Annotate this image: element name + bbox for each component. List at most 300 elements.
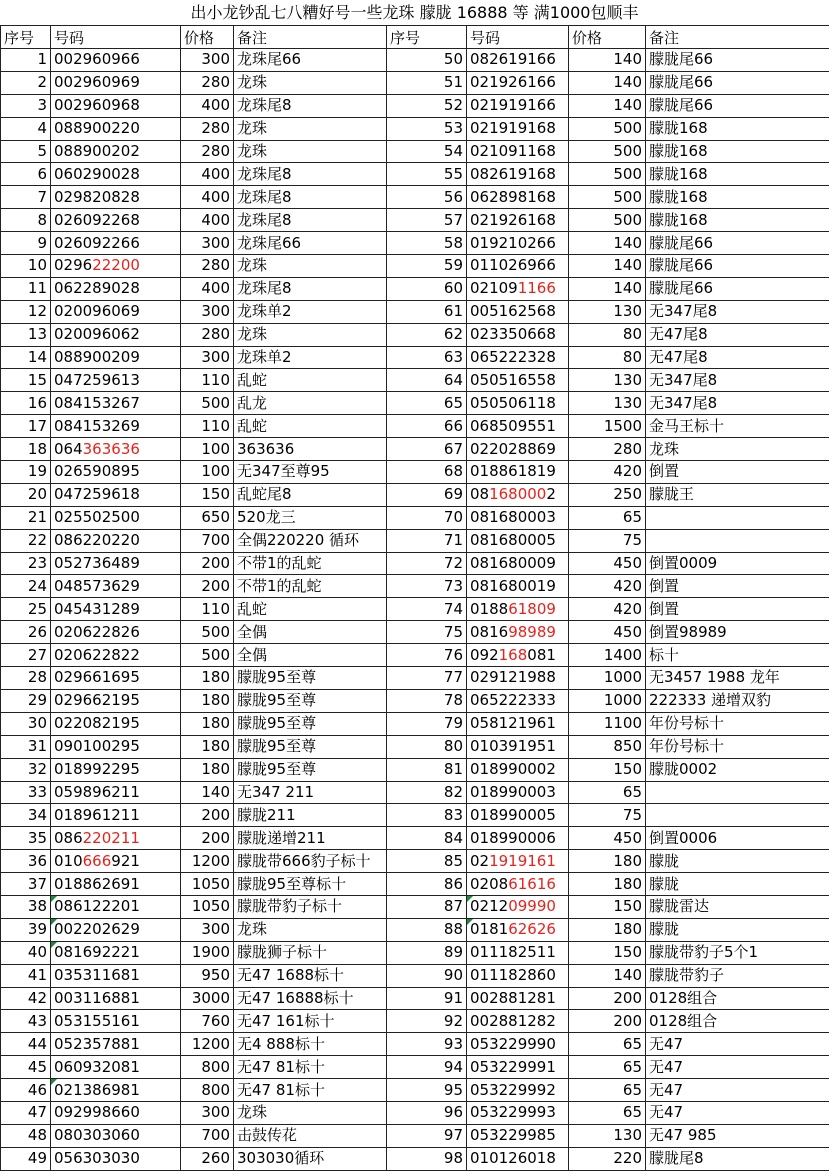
left-note-cell[interactable]: 龙珠尾8 [234,277,387,300]
right-seq-cell[interactable]: 84 [387,827,467,850]
right-note-cell[interactable]: 朦胧 [646,850,829,873]
left-price-cell[interactable]: 500 [181,644,234,667]
left-price-cell[interactable]: 1050 [181,895,234,918]
right-note-cell[interactable]: 无47 [646,1056,829,1079]
right-note-cell[interactable] [646,529,829,552]
left-note-cell[interactable]: 朦胧递增211 [234,827,387,850]
right-note-cell[interactable]: 倒置0009 [646,552,829,575]
right-number-cell[interactable] [467,94,569,117]
right-price-cell[interactable]: 80 [569,323,646,346]
right-note-cell[interactable]: 朦胧168 [646,163,829,186]
left-number-cell[interactable] [51,255,181,278]
right-note-cell[interactable]: 朦胧168 [646,117,829,140]
left-price-cell[interactable]: 180 [181,667,234,690]
left-number-cell[interactable] [51,895,181,918]
left-seq-cell[interactable]: 24 [1,575,51,598]
left-price-cell[interactable]: 200 [181,827,234,850]
left-number-cell[interactable] [51,735,181,758]
right-note-cell[interactable]: 无47 [646,1033,829,1056]
right-price-cell[interactable]: 420 [569,575,646,598]
right-price-cell[interactable]: 65 [569,506,646,529]
right-price-cell[interactable]: 280 [569,438,646,461]
left-price-cell[interactable]: 280 [181,140,234,163]
right-note-cell[interactable]: 朦胧168 [646,209,829,232]
left-price-cell[interactable]: 950 [181,964,234,987]
left-seq-cell[interactable]: 4 [1,117,51,140]
left-note-cell[interactable]: 无47 161标十 [234,1010,387,1033]
right-seq-cell[interactable]: 51 [387,71,467,94]
left-seq-cell[interactable]: 49 [1,1147,51,1170]
left-note-cell[interactable]: 520龙三 [234,506,387,529]
left-seq-cell[interactable]: 42 [1,987,51,1010]
right-price-cell[interactable]: 1100 [569,712,646,735]
left-seq-cell[interactable]: 2 [1,71,51,94]
right-number-cell[interactable] [467,598,569,621]
left-note-cell[interactable]: 乱龙 [234,392,387,415]
left-note-cell[interactable]: 朦胧211 [234,804,387,827]
right-seq-cell[interactable]: 97 [387,1124,467,1147]
right-price-cell[interactable]: 500 [569,186,646,209]
left-note-cell[interactable]: 龙珠 [234,71,387,94]
left-seq-cell[interactable]: 25 [1,598,51,621]
right-note-cell[interactable]: 无47尾8 [646,323,829,346]
left-number-cell[interactable] [51,1033,181,1056]
left-note-cell[interactable]: 303030循环 [234,1147,387,1170]
left-seq-cell[interactable]: 48 [1,1124,51,1147]
left-number-cell[interactable] [51,277,181,300]
right-price-cell[interactable]: 850 [569,735,646,758]
left-note-cell[interactable]: 龙珠尾66 [234,232,387,255]
left-price-cell[interactable]: 400 [181,94,234,117]
right-number-cell[interactable] [467,689,569,712]
left-note-cell[interactable]: 朦胧95至尊 [234,689,387,712]
left-seq-cell[interactable]: 10 [1,255,51,278]
right-note-cell[interactable]: 倒置 [646,461,829,484]
left-note-cell[interactable]: 不带1的乱蛇 [234,552,387,575]
left-number-cell[interactable] [51,506,181,529]
left-price-cell[interactable]: 300 [181,49,234,72]
right-price-cell[interactable]: 65 [569,1101,646,1124]
left-note-cell[interactable]: 龙珠 [234,117,387,140]
right-note-cell[interactable]: 朦胧168 [646,140,829,163]
left-price-cell[interactable]: 1200 [181,850,234,873]
left-seq-cell[interactable]: 18 [1,438,51,461]
right-seq-cell[interactable]: 87 [387,895,467,918]
left-number-cell[interactable] [51,667,181,690]
left-price-cell[interactable]: 650 [181,506,234,529]
left-number-cell[interactable] [51,346,181,369]
right-number-cell[interactable] [467,804,569,827]
right-seq-cell[interactable]: 94 [387,1056,467,1079]
right-number-cell[interactable] [467,346,569,369]
left-seq-cell[interactable]: 17 [1,415,51,438]
left-price-cell[interactable]: 200 [181,575,234,598]
left-note-cell[interactable]: 朦胧95至尊 [234,667,387,690]
left-number-cell[interactable] [51,873,181,896]
left-seq-cell[interactable]: 31 [1,735,51,758]
right-price-cell[interactable]: 1500 [569,415,646,438]
right-note-cell[interactable]: 倒置 [646,598,829,621]
left-price-cell[interactable]: 700 [181,529,234,552]
left-price-cell[interactable]: 300 [181,346,234,369]
left-seq-cell[interactable]: 30 [1,712,51,735]
right-seq-cell[interactable]: 83 [387,804,467,827]
right-note-cell[interactable]: 龙珠 [646,438,829,461]
right-note-cell[interactable]: 标十 [646,644,829,667]
right-price-cell[interactable]: 150 [569,758,646,781]
right-note-cell[interactable]: 无3457 1988 龙年 [646,667,829,690]
left-number-cell[interactable] [51,781,181,804]
right-note-cell[interactable]: 无347尾8 [646,392,829,415]
left-note-cell[interactable]: 龙珠尾8 [234,209,387,232]
left-number-cell[interactable] [51,575,181,598]
left-seq-cell[interactable]: 44 [1,1033,51,1056]
right-number-cell[interactable] [467,506,569,529]
right-number-cell[interactable] [467,255,569,278]
left-note-cell[interactable]: 龙珠单2 [234,346,387,369]
left-price-cell[interactable]: 300 [181,1101,234,1124]
left-seq-cell[interactable]: 33 [1,781,51,804]
left-price-cell[interactable]: 1050 [181,873,234,896]
left-number-cell[interactable] [51,438,181,461]
left-price-cell[interactable]: 500 [181,392,234,415]
right-price-cell[interactable]: 420 [569,461,646,484]
right-price-cell[interactable]: 140 [569,964,646,987]
left-price-cell[interactable]: 800 [181,1079,234,1102]
right-number-cell[interactable] [467,1079,569,1102]
right-price-cell[interactable]: 200 [569,1010,646,1033]
left-note-cell[interactable]: 全偶 [234,621,387,644]
right-price-cell[interactable]: 65 [569,1079,646,1102]
right-number-cell[interactable] [467,186,569,209]
left-price-cell[interactable]: 100 [181,461,234,484]
right-seq-cell[interactable]: 61 [387,300,467,323]
right-seq-cell[interactable]: 59 [387,255,467,278]
left-number-cell[interactable] [51,94,181,117]
left-price-cell[interactable]: 500 [181,621,234,644]
right-seq-cell[interactable]: 82 [387,781,467,804]
left-number-cell[interactable] [51,941,181,964]
right-price-cell[interactable]: 75 [569,529,646,552]
left-note-cell[interactable]: 363636 [234,438,387,461]
right-number-cell[interactable] [467,1010,569,1033]
right-seq-cell[interactable]: 67 [387,438,467,461]
left-number-cell[interactable] [51,415,181,438]
right-seq-cell[interactable]: 96 [387,1101,467,1124]
right-number-cell[interactable] [467,71,569,94]
left-note-cell[interactable]: 龙珠尾8 [234,186,387,209]
right-seq-cell[interactable]: 72 [387,552,467,575]
right-seq-cell[interactable]: 55 [387,163,467,186]
left-note-cell[interactable]: 龙珠尾8 [234,163,387,186]
left-seq-cell[interactable]: 11 [1,277,51,300]
left-number-cell[interactable] [51,483,181,506]
right-note-cell[interactable] [646,804,829,827]
right-number-cell[interactable] [467,781,569,804]
right-price-cell[interactable]: 150 [569,895,646,918]
left-price-cell[interactable]: 3000 [181,987,234,1010]
left-note-cell[interactable]: 龙珠 [234,918,387,941]
right-number-cell[interactable] [467,1147,569,1170]
right-number-cell[interactable] [467,209,569,232]
right-number-cell[interactable] [467,300,569,323]
left-note-cell[interactable]: 乱蛇尾8 [234,483,387,506]
right-number-cell[interactable] [467,1101,569,1124]
left-number-cell[interactable] [51,827,181,850]
right-note-cell[interactable]: 朦胧尾66 [646,232,829,255]
right-note-cell[interactable]: 朦胧尾66 [646,49,829,72]
right-note-cell[interactable]: 倒置0006 [646,827,829,850]
right-number-cell[interactable] [467,964,569,987]
left-note-cell[interactable]: 朦胧带豹子标十 [234,895,387,918]
right-seq-cell[interactable]: 74 [387,598,467,621]
right-seq-cell[interactable]: 81 [387,758,467,781]
left-price-cell[interactable]: 1200 [181,1033,234,1056]
right-note-cell[interactable]: 年份号标十 [646,712,829,735]
right-note-cell[interactable]: 朦胧0002 [646,758,829,781]
right-seq-cell[interactable]: 91 [387,987,467,1010]
right-price-cell[interactable]: 75 [569,804,646,827]
left-number-cell[interactable] [51,163,181,186]
right-seq-cell[interactable]: 56 [387,186,467,209]
left-note-cell[interactable]: 朦胧95至尊 [234,758,387,781]
right-price-cell[interactable]: 1000 [569,667,646,690]
left-note-cell[interactable]: 无47 81标十 [234,1079,387,1102]
left-number-cell[interactable] [51,49,181,72]
right-note-cell[interactable]: 朦胧王 [646,483,829,506]
right-number-cell[interactable] [467,827,569,850]
right-seq-cell[interactable]: 73 [387,575,467,598]
right-price-cell[interactable]: 140 [569,49,646,72]
right-price-cell[interactable]: 130 [569,369,646,392]
left-number-cell[interactable] [51,598,181,621]
left-seq-cell[interactable]: 26 [1,621,51,644]
right-price-cell[interactable]: 500 [569,117,646,140]
left-note-cell[interactable]: 龙珠单2 [234,300,387,323]
right-price-cell[interactable]: 250 [569,483,646,506]
right-seq-cell[interactable]: 76 [387,644,467,667]
left-note-cell[interactable]: 无47 16888标十 [234,987,387,1010]
right-price-cell[interactable]: 420 [569,598,646,621]
right-number-cell[interactable] [467,438,569,461]
left-price-cell[interactable]: 100 [181,438,234,461]
right-seq-cell[interactable]: 88 [387,918,467,941]
right-number-cell[interactable] [467,1056,569,1079]
right-number-cell[interactable] [467,850,569,873]
left-note-cell[interactable]: 全偶 [234,644,387,667]
left-number-cell[interactable] [51,1079,181,1102]
left-price-cell[interactable]: 300 [181,300,234,323]
left-note-cell[interactable]: 朦胧95至尊 [234,735,387,758]
left-seq-cell[interactable]: 37 [1,873,51,896]
right-price-cell[interactable]: 1000 [569,689,646,712]
right-price-cell[interactable]: 180 [569,918,646,941]
left-seq-cell[interactable]: 16 [1,392,51,415]
left-price-cell[interactable]: 400 [181,277,234,300]
right-number-cell[interactable] [467,552,569,575]
right-price-cell[interactable]: 65 [569,1056,646,1079]
left-note-cell[interactable]: 龙珠 [234,255,387,278]
left-price-cell[interactable]: 400 [181,209,234,232]
right-note-cell[interactable]: 无47尾8 [646,346,829,369]
left-note-cell[interactable]: 无4 888标十 [234,1033,387,1056]
left-price-cell[interactable]: 700 [181,1124,234,1147]
right-note-cell[interactable]: 0128组合 [646,1010,829,1033]
right-seq-cell[interactable]: 86 [387,873,467,896]
right-seq-cell[interactable]: 80 [387,735,467,758]
left-note-cell[interactable]: 龙珠 [234,1101,387,1124]
right-price-cell[interactable]: 140 [569,71,646,94]
right-seq-cell[interactable]: 62 [387,323,467,346]
left-price-cell[interactable]: 400 [181,163,234,186]
left-number-cell[interactable] [51,1124,181,1147]
right-number-cell[interactable] [467,873,569,896]
right-note-cell[interactable]: 倒置 [646,575,829,598]
right-number-cell[interactable] [467,667,569,690]
right-price-cell[interactable]: 180 [569,873,646,896]
left-note-cell[interactable]: 乱蛇 [234,598,387,621]
right-number-cell[interactable] [467,941,569,964]
left-note-cell[interactable]: 龙珠 [234,323,387,346]
left-price-cell[interactable]: 180 [181,758,234,781]
left-number-cell[interactable] [51,964,181,987]
left-number-cell[interactable] [51,209,181,232]
right-price-cell[interactable]: 140 [569,277,646,300]
right-price-cell[interactable]: 130 [569,300,646,323]
right-note-cell[interactable]: 朦胧尾66 [646,255,829,278]
right-price-cell[interactable]: 450 [569,552,646,575]
left-number-cell[interactable] [51,1010,181,1033]
left-seq-cell[interactable]: 38 [1,895,51,918]
left-seq-cell[interactable]: 1 [1,49,51,72]
right-number-cell[interactable] [467,323,569,346]
right-number-cell[interactable] [467,1124,569,1147]
left-seq-cell[interactable]: 47 [1,1101,51,1124]
right-seq-cell[interactable]: 60 [387,277,467,300]
left-seq-cell[interactable]: 43 [1,1010,51,1033]
left-seq-cell[interactable]: 5 [1,140,51,163]
left-note-cell[interactable]: 无47 1688标十 [234,964,387,987]
right-note-cell[interactable]: 朦胧尾66 [646,94,829,117]
left-seq-cell[interactable]: 20 [1,483,51,506]
right-note-cell[interactable]: 朦胧尾8 [646,1147,829,1170]
left-number-cell[interactable] [51,644,181,667]
right-seq-cell[interactable]: 77 [387,667,467,690]
left-note-cell[interactable]: 龙珠尾8 [234,94,387,117]
right-seq-cell[interactable]: 68 [387,461,467,484]
right-number-cell[interactable] [467,461,569,484]
left-number-cell[interactable] [51,1056,181,1079]
right-price-cell[interactable]: 80 [569,346,646,369]
right-number-cell[interactable] [467,621,569,644]
left-seq-cell[interactable]: 28 [1,667,51,690]
left-price-cell[interactable]: 110 [181,369,234,392]
right-price-cell[interactable]: 140 [569,232,646,255]
left-price-cell[interactable]: 280 [181,323,234,346]
left-price-cell[interactable]: 180 [181,689,234,712]
left-number-cell[interactable] [51,300,181,323]
left-seq-cell[interactable]: 12 [1,300,51,323]
right-price-cell[interactable]: 450 [569,621,646,644]
left-number-cell[interactable] [51,918,181,941]
left-seq-cell[interactable]: 21 [1,506,51,529]
right-seq-cell[interactable]: 63 [387,346,467,369]
left-number-cell[interactable] [51,323,181,346]
left-seq-cell[interactable]: 45 [1,1056,51,1079]
left-seq-cell[interactable]: 32 [1,758,51,781]
left-note-cell[interactable]: 无47 81标十 [234,1056,387,1079]
right-seq-cell[interactable]: 93 [387,1033,467,1056]
right-number-cell[interactable] [467,277,569,300]
right-seq-cell[interactable]: 71 [387,529,467,552]
left-seq-cell[interactable]: 27 [1,644,51,667]
right-number-cell[interactable] [467,1033,569,1056]
left-note-cell[interactable]: 不带1的乱蛇 [234,575,387,598]
right-note-cell[interactable]: 朦胧 [646,873,829,896]
left-note-cell[interactable]: 朦胧95至尊标十 [234,873,387,896]
right-seq-cell[interactable]: 78 [387,689,467,712]
right-number-cell[interactable] [467,575,569,598]
left-seq-cell[interactable]: 9 [1,232,51,255]
left-price-cell[interactable]: 110 [181,598,234,621]
left-number-cell[interactable] [51,117,181,140]
right-seq-cell[interactable]: 53 [387,117,467,140]
left-seq-cell[interactable]: 29 [1,689,51,712]
right-note-cell[interactable]: 0128组合 [646,987,829,1010]
right-seq-cell[interactable]: 69 [387,483,467,506]
right-number-cell[interactable] [467,987,569,1010]
left-price-cell[interactable]: 200 [181,552,234,575]
left-price-cell[interactable]: 400 [181,186,234,209]
left-seq-cell[interactable]: 6 [1,163,51,186]
right-number-cell[interactable] [467,163,569,186]
right-number-cell[interactable] [467,140,569,163]
right-seq-cell[interactable]: 89 [387,941,467,964]
right-seq-cell[interactable]: 98 [387,1147,467,1170]
left-note-cell[interactable]: 无347至尊95 [234,461,387,484]
left-note-cell[interactable]: 龙珠尾66 [234,49,387,72]
left-number-cell[interactable] [51,689,181,712]
right-seq-cell[interactable]: 64 [387,369,467,392]
right-seq-cell[interactable]: 54 [387,140,467,163]
left-number-cell[interactable] [51,369,181,392]
left-note-cell[interactable]: 朦胧狮子标十 [234,941,387,964]
left-seq-cell[interactable]: 3 [1,94,51,117]
left-seq-cell[interactable]: 41 [1,964,51,987]
right-note-cell[interactable]: 朦胧 [646,918,829,941]
left-number-cell[interactable] [51,712,181,735]
right-price-cell[interactable]: 150 [569,941,646,964]
left-price-cell[interactable]: 800 [181,1056,234,1079]
left-price-cell[interactable]: 280 [181,71,234,94]
right-number-cell[interactable] [467,415,569,438]
right-number-cell[interactable] [467,369,569,392]
left-note-cell[interactable]: 乱蛇 [234,369,387,392]
right-price-cell[interactable]: 500 [569,209,646,232]
left-number-cell[interactable] [51,529,181,552]
left-seq-cell[interactable]: 34 [1,804,51,827]
left-seq-cell[interactable]: 8 [1,209,51,232]
left-price-cell[interactable]: 300 [181,918,234,941]
left-price-cell[interactable]: 140 [181,781,234,804]
right-note-cell[interactable]: 金马王标十 [646,415,829,438]
left-seq-cell[interactable]: 19 [1,461,51,484]
right-seq-cell[interactable]: 85 [387,850,467,873]
right-note-cell[interactable]: 朦胧尾66 [646,277,829,300]
right-note-cell[interactable]: 无347尾8 [646,369,829,392]
left-price-cell[interactable]: 1900 [181,941,234,964]
left-number-cell[interactable] [51,392,181,415]
